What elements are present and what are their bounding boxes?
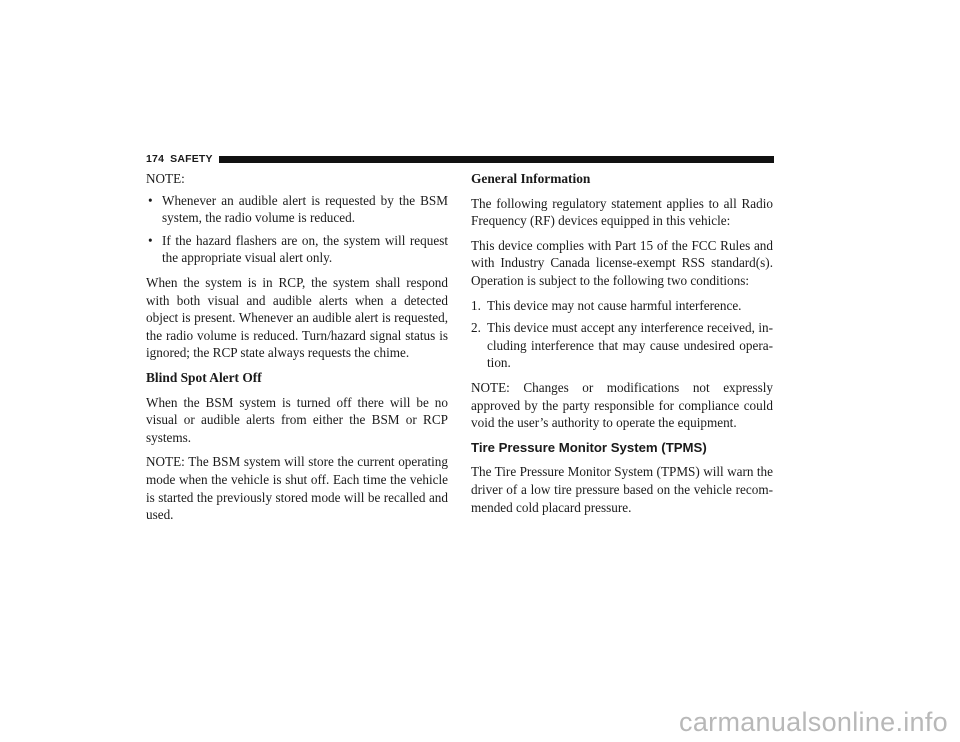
header-rule — [219, 156, 774, 163]
section-title: SAFETY — [170, 153, 213, 165]
right-column — [471, 170, 773, 523]
note-heading: NOTE: — [146, 171, 185, 186]
fcc-paragraph: This device complies with Part 15 of the FCC Rules and with Industry Canada license-exempt RSS standard(s). Operation is subject to the following two conditions: — [471, 237, 773, 288]
bullet-icon: • — [148, 232, 153, 248]
regulatory-paragraph: The following regulatory statement applies to all Radio Frequency (RF) devices equipped in this vehicle: — [471, 195, 773, 229]
bullet-icon: • — [148, 192, 153, 208]
list-item — [146, 192, 448, 227]
conditions-list — [471, 297, 773, 372]
page-number: 174 — [146, 153, 165, 165]
note-text: Changes or modifications not expressly approved by the party responsible for compliance could void the user’s authority to operate the equipment. — [471, 379, 773, 431]
tpms-heading: Tire Pressure Monitor System (TPMS) — [471, 439, 707, 455]
general-info-heading: General Information — [471, 171, 591, 186]
list-item — [146, 232, 448, 267]
blind-spot-paragraph: When the BSM system is turned off there will be no visual or audible alerts from either the BSM or RCP systems. — [146, 394, 448, 445]
condition-text: This device may not cause harmful interference. — [487, 297, 742, 313]
bullet-text: Whenever an audible alert is requested by the BSM system, the radio volume is reduced. — [162, 192, 448, 226]
left-column — [146, 170, 448, 531]
blind-spot-heading: Blind Spot Alert Off — [146, 369, 262, 385]
condition-number: 1. — [471, 297, 481, 313]
condition-number: 2. — [471, 320, 481, 336]
page-header — [146, 152, 774, 166]
note-paragraph — [146, 453, 448, 523]
condition-text: This device must accept any interference received, in-cluding interference that may cause undesired opera-tion. — [487, 320, 773, 371]
bullet-text: If the hazard flashers are on, the system will request the appropriate visual alert only. — [162, 232, 448, 266]
note-label: NOTE: — [471, 379, 510, 395]
list-item — [471, 319, 773, 372]
list-item — [471, 297, 773, 315]
note-label: NOTE: — [146, 454, 185, 470]
watermark-text: carmanualsonline.info — [679, 707, 948, 737]
note-text: The BSM system will store the current operating mode when the vehicle is shut off. Each time the vehicle is started the previously stored mode will be recalled and used. — [146, 454, 448, 523]
note-paragraph — [471, 379, 773, 432]
note-bullet-list — [146, 192, 448, 267]
rcp-paragraph: When the system is in RCP, the system shall respond with both visual and audible alerts when a detected object is present. Whenever an audible alert is requested, the radio volume is reduced. Turn/hazard signal status is ignored; the RCP state always requests the chime. — [146, 274, 448, 361]
tpms-paragraph: The Tire Pressure Monitor System (TPMS) will warn the driver of a low tire pressure based on the vehicle recom-mended cold placard pressure. — [471, 464, 773, 515]
